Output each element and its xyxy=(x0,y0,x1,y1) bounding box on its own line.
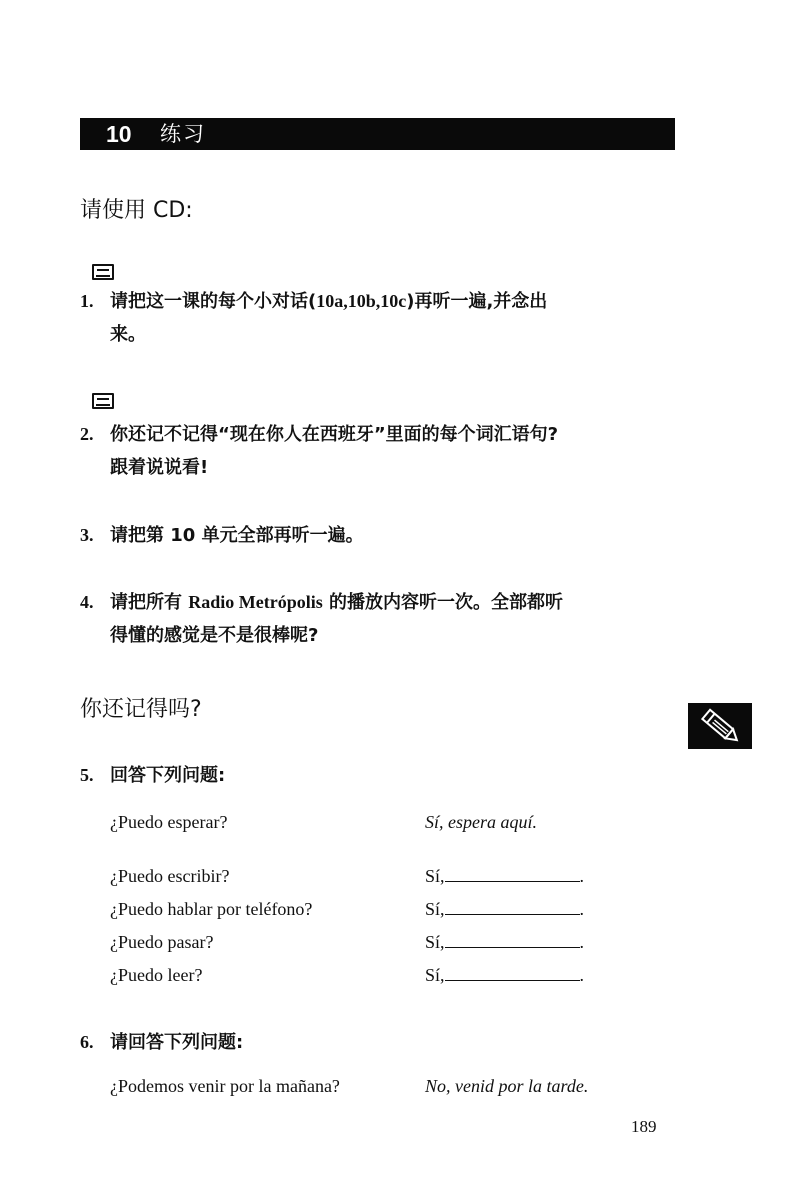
remember-section-heading: 你还记得吗? xyxy=(80,697,202,722)
exercise-number: 1. xyxy=(80,291,94,311)
exercise-text: 你还记不记得“现在你人在西班牙”里面的每个词汇语句? xyxy=(110,424,559,445)
qa-row xyxy=(110,866,670,890)
example-row xyxy=(110,1076,670,1100)
answer-prefix: Sí, xyxy=(425,965,445,985)
radio-name: Radio Metrópolis xyxy=(188,592,323,612)
exercise-number: 2. xyxy=(80,424,94,444)
chapter-title: 练习 xyxy=(160,122,206,146)
exercise-1 xyxy=(80,285,680,351)
chapter-number: 10 xyxy=(106,121,132,147)
exercise-4 xyxy=(80,586,680,652)
page-number: 189 xyxy=(631,1117,657,1136)
answer-suffix: . xyxy=(579,932,585,952)
question: ¿Puedo hablar por teléfono? xyxy=(110,899,313,919)
exercise-text-continued: 跟着说说看! xyxy=(110,457,209,478)
exercise-number: 4. xyxy=(80,592,94,612)
exercise-text: 请把这一课的每个小对话( xyxy=(110,291,317,312)
answer-blank[interactable] xyxy=(445,933,580,948)
exercise-instruction: 回答下列问题: xyxy=(110,765,226,786)
answer-prefix: Sí, xyxy=(425,932,445,952)
chapter-header-bar xyxy=(80,118,675,150)
answer-suffix: . xyxy=(579,899,585,919)
exercise-number: 5. xyxy=(80,765,94,785)
exercise-text: 的播放内容听一次。全部都听 xyxy=(322,592,564,613)
answer-suffix: . xyxy=(579,866,585,886)
qa-row xyxy=(110,899,670,923)
cassette-icon xyxy=(92,393,114,409)
answer-blank[interactable] xyxy=(445,966,580,981)
exercise-5 xyxy=(80,759,680,792)
answer-prefix: Sí, xyxy=(425,866,445,886)
exercise-text: 请把所有 xyxy=(110,592,189,613)
question: ¿Puedo escribir? xyxy=(110,866,230,886)
example-answer: No, venid por la tarde. xyxy=(425,1076,589,1096)
exercise-2 xyxy=(80,418,680,484)
cassette-icon xyxy=(92,264,114,280)
exercise-instruction: 请回答下列问题: xyxy=(110,1032,244,1053)
exercise-number: 3. xyxy=(80,525,94,545)
qa-row xyxy=(110,932,670,956)
exercise-3 xyxy=(80,519,680,552)
example-question: ¿Podemos venir por la mañana? xyxy=(110,1076,340,1096)
question: ¿Puedo leer? xyxy=(110,965,203,985)
pencil-icon xyxy=(688,703,752,749)
cd-section-heading: 请使用 CD: xyxy=(80,198,193,223)
example-question: ¿Puedo esperar? xyxy=(110,812,228,832)
exercise-number: 6. xyxy=(80,1032,94,1052)
answer-suffix: . xyxy=(579,965,585,985)
answer-prefix: Sí, xyxy=(425,899,445,919)
exercise-text: 请把第 10 单元全部再听一遍。 xyxy=(110,525,364,546)
exercise-text: )再听一遍,并念出 xyxy=(406,291,548,312)
example-row xyxy=(110,812,670,836)
side-tab xyxy=(688,703,752,749)
exercise-6 xyxy=(80,1026,680,1059)
answer-blank[interactable] xyxy=(445,867,580,882)
question: ¿Puedo pasar? xyxy=(110,932,214,952)
qa-row xyxy=(110,965,670,989)
exercise-text-continued: 得懂的感觉是不是很棒呢? xyxy=(110,625,319,646)
answer-blank[interactable] xyxy=(445,900,580,915)
exercise-code: 10a,10b,10c xyxy=(316,291,407,311)
example-answer: Sí, espera aquí. xyxy=(425,812,537,832)
exercise-text-continued: 来。 xyxy=(110,324,146,345)
